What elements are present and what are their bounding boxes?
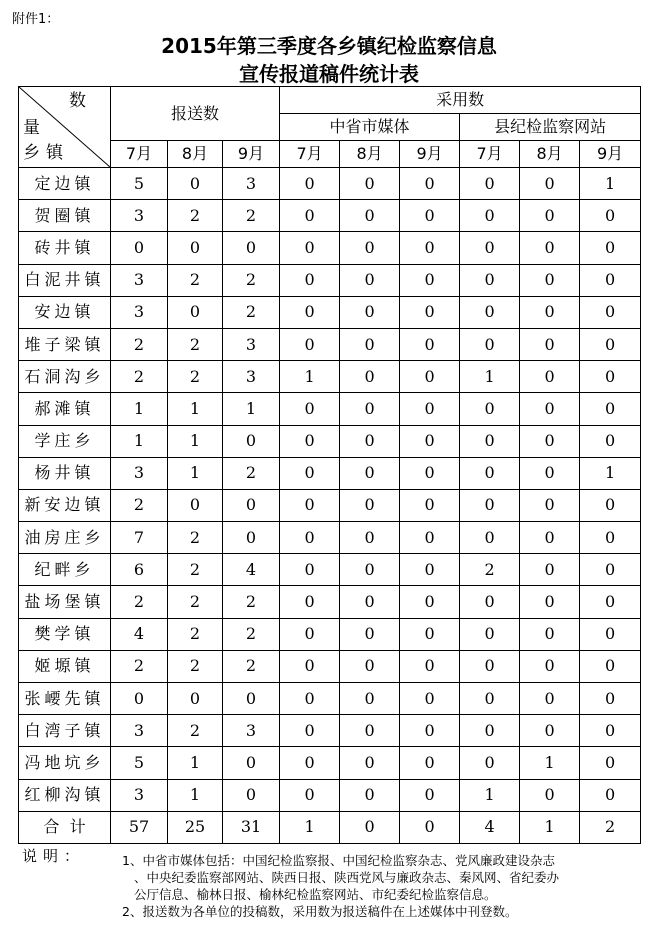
table-row <box>19 425 641 457</box>
value-cell: 0 <box>340 554 400 586</box>
month-header: 8月 <box>340 141 400 168</box>
town-name: 学庄乡 <box>19 425 111 457</box>
value-cell: 0 <box>340 361 400 393</box>
value-cell: 0 <box>580 715 641 747</box>
value-cell: 0 <box>460 425 520 457</box>
value-cell: 0 <box>580 618 641 650</box>
town-name: 贺圈镇 <box>19 200 111 232</box>
value-cell: 1 <box>580 457 641 489</box>
value-cell: 0 <box>223 747 280 779</box>
value-cell: 0 <box>580 586 641 618</box>
value-cell: 0 <box>280 328 340 360</box>
value-cell: 0 <box>280 779 340 811</box>
value-cell: 0 <box>340 425 400 457</box>
value-cell: 0 <box>280 425 340 457</box>
value-cell: 2 <box>111 650 168 682</box>
total-cell: 57 <box>111 811 168 843</box>
value-cell: 0 <box>400 328 460 360</box>
value-cell: 1 <box>111 393 168 425</box>
value-cell: 2 <box>223 650 280 682</box>
table-row <box>19 554 641 586</box>
value-cell: 0 <box>280 683 340 715</box>
value-cell: 0 <box>340 747 400 779</box>
town-name: 张崾先镇 <box>19 683 111 715</box>
table-row <box>19 296 641 328</box>
value-cell: 0 <box>168 489 223 521</box>
value-cell: 0 <box>223 683 280 715</box>
table-row <box>19 650 641 682</box>
value-cell: 6 <box>111 554 168 586</box>
value-cell: 0 <box>460 683 520 715</box>
media-county-header: 县纪检监察网站 <box>460 114 641 141</box>
town-name: 郝滩镇 <box>19 393 111 425</box>
value-cell: 0 <box>280 232 340 264</box>
table-row <box>19 200 641 232</box>
value-cell: 0 <box>223 425 280 457</box>
value-cell: 0 <box>400 522 460 554</box>
value-cell: 0 <box>460 264 520 296</box>
value-cell: 0 <box>520 457 580 489</box>
table-row <box>19 747 641 779</box>
value-cell: 0 <box>520 168 580 200</box>
value-cell: 0 <box>520 554 580 586</box>
value-cell: 0 <box>280 715 340 747</box>
value-cell: 0 <box>280 650 340 682</box>
value-cell: 0 <box>400 586 460 618</box>
table-row <box>19 361 641 393</box>
value-cell: 0 <box>580 328 641 360</box>
value-cell: 0 <box>280 264 340 296</box>
town-name: 堆子梁镇 <box>19 328 111 360</box>
value-cell: 3 <box>223 715 280 747</box>
town-name: 新安边镇 <box>19 489 111 521</box>
note-line: 、中央纪委监察部网站、陕西日报、陕西党风与廉政杂志、秦风网、省纪委办 <box>134 870 560 885</box>
value-cell: 0 <box>340 586 400 618</box>
value-cell: 0 <box>580 232 641 264</box>
value-cell: 0 <box>460 393 520 425</box>
town-name: 砖井镇 <box>19 232 111 264</box>
value-cell: 2 <box>111 361 168 393</box>
value-cell: 7 <box>111 522 168 554</box>
value-cell: 0 <box>400 393 460 425</box>
value-cell: 0 <box>280 393 340 425</box>
value-cell: 0 <box>580 683 641 715</box>
value-cell: 0 <box>340 715 400 747</box>
page-subtitle: 宣传报道稿件统计表 <box>239 62 419 86</box>
table-row <box>19 489 641 521</box>
value-cell: 1 <box>280 361 340 393</box>
value-cell: 0 <box>400 200 460 232</box>
value-cell: 0 <box>520 200 580 232</box>
value-cell: 0 <box>460 328 520 360</box>
value-cell: 0 <box>460 650 520 682</box>
value-cell: 0 <box>400 618 460 650</box>
value-cell: 2 <box>223 457 280 489</box>
value-cell: 0 <box>520 361 580 393</box>
value-cell: 0 <box>520 425 580 457</box>
corner-header-cell <box>19 87 111 168</box>
value-cell: 0 <box>460 586 520 618</box>
value-cell: 0 <box>280 586 340 618</box>
total-cell: 4 <box>460 811 520 843</box>
value-cell: 1 <box>223 393 280 425</box>
value-cell: 0 <box>460 232 520 264</box>
value-cell: 0 <box>400 457 460 489</box>
value-cell: 3 <box>111 200 168 232</box>
table-row <box>19 232 641 264</box>
value-cell: 0 <box>280 554 340 586</box>
value-cell: 1 <box>168 747 223 779</box>
town-name: 盐场堡镇 <box>19 586 111 618</box>
value-cell: 0 <box>520 650 580 682</box>
value-cell: 0 <box>280 522 340 554</box>
value-cell: 0 <box>580 489 641 521</box>
submitted-header: 报送数 <box>111 87 280 141</box>
total-cell: 31 <box>223 811 280 843</box>
notes-body <box>122 852 658 920</box>
value-cell: 0 <box>400 779 460 811</box>
value-cell: 0 <box>340 264 400 296</box>
value-cell: 0 <box>340 393 400 425</box>
value-cell: 0 <box>520 683 580 715</box>
value-cell: 0 <box>580 264 641 296</box>
statistics-table <box>18 86 641 844</box>
value-cell: 0 <box>340 618 400 650</box>
note-line: 公厅信息、榆林日报、榆林纪检监察网站、市纪委纪检监察信息。 <box>134 887 497 902</box>
value-cell: 1 <box>168 425 223 457</box>
total-cell: 1 <box>520 811 580 843</box>
value-cell: 4 <box>223 554 280 586</box>
value-cell: 1 <box>111 425 168 457</box>
value-cell: 0 <box>520 618 580 650</box>
value-cell: 0 <box>340 683 400 715</box>
value-cell: 0 <box>520 586 580 618</box>
value-cell: 0 <box>111 232 168 264</box>
value-cell: 0 <box>340 457 400 489</box>
value-cell: 0 <box>400 361 460 393</box>
value-cell: 3 <box>111 296 168 328</box>
value-cell: 0 <box>280 618 340 650</box>
value-cell: 0 <box>520 715 580 747</box>
town-name: 定边镇 <box>19 168 111 200</box>
value-cell: 0 <box>400 232 460 264</box>
value-cell: 0 <box>580 779 641 811</box>
value-cell: 0 <box>580 296 641 328</box>
value-cell: 0 <box>400 296 460 328</box>
value-cell: 0 <box>168 168 223 200</box>
value-cell: 2 <box>111 328 168 360</box>
value-cell: 3 <box>111 779 168 811</box>
value-cell: 2 <box>460 554 520 586</box>
value-cell: 0 <box>580 393 641 425</box>
note-line: 1、中省市媒体包括：中国纪检监察报、中国纪检监察杂志、党风廉政建设杂志 <box>122 853 555 868</box>
value-cell: 0 <box>400 683 460 715</box>
value-cell: 0 <box>400 168 460 200</box>
town-name: 姬塬镇 <box>19 650 111 682</box>
value-cell: 0 <box>460 747 520 779</box>
table-row <box>19 168 641 200</box>
value-cell: 0 <box>460 618 520 650</box>
value-cell: 0 <box>460 296 520 328</box>
value-cell: 0 <box>520 522 580 554</box>
value-cell: 2 <box>111 586 168 618</box>
month-header: 8月 <box>520 141 580 168</box>
value-cell: 2 <box>168 328 223 360</box>
town-name: 石洞沟乡 <box>19 361 111 393</box>
value-cell: 0 <box>520 232 580 264</box>
value-cell: 0 <box>580 522 641 554</box>
value-cell: 0 <box>400 264 460 296</box>
value-cell: 1 <box>580 168 641 200</box>
value-cell: 0 <box>280 168 340 200</box>
value-cell: 0 <box>223 779 280 811</box>
value-cell: 0 <box>340 296 400 328</box>
value-cell: 0 <box>460 489 520 521</box>
value-cell: 4 <box>111 618 168 650</box>
value-cell: 5 <box>111 747 168 779</box>
value-cell: 2 <box>168 361 223 393</box>
corner-label-amount: 量 <box>23 118 40 138</box>
value-cell: 2 <box>223 200 280 232</box>
note-line: 2、报送数为各单位的投稿数，采用数为报送稿件在上述媒体中刊登数。 <box>122 904 518 919</box>
town-name: 安边镇 <box>19 296 111 328</box>
value-cell: 0 <box>580 425 641 457</box>
town-name: 纪畔乡 <box>19 554 111 586</box>
value-cell: 3 <box>111 264 168 296</box>
total-cell: 0 <box>340 811 400 843</box>
value-cell: 3 <box>111 715 168 747</box>
town-name: 油房庄乡 <box>19 522 111 554</box>
value-cell: 2 <box>223 618 280 650</box>
value-cell: 0 <box>340 168 400 200</box>
total-row <box>19 811 641 843</box>
value-cell: 2 <box>223 264 280 296</box>
notes-label: 说明： <box>22 847 86 865</box>
value-cell: 0 <box>168 683 223 715</box>
value-cell: 0 <box>520 264 580 296</box>
value-cell: 0 <box>340 232 400 264</box>
page-title: 2015年第三季度各乡镇纪检监察信息 <box>161 34 497 58</box>
total-cell: 2 <box>580 811 641 843</box>
value-cell: 0 <box>340 489 400 521</box>
value-cell: 0 <box>280 296 340 328</box>
value-cell: 2 <box>168 715 223 747</box>
value-cell: 0 <box>340 522 400 554</box>
table-row <box>19 586 641 618</box>
value-cell: 0 <box>400 425 460 457</box>
value-cell: 0 <box>280 200 340 232</box>
town-name: 杨井镇 <box>19 457 111 489</box>
value-cell: 2 <box>168 264 223 296</box>
value-cell: 0 <box>460 522 520 554</box>
table-row <box>19 522 641 554</box>
month-header: 8月 <box>168 141 223 168</box>
value-cell: 2 <box>111 489 168 521</box>
value-cell: 0 <box>520 328 580 360</box>
value-cell: 2 <box>223 296 280 328</box>
value-cell: 0 <box>280 489 340 521</box>
value-cell: 0 <box>111 683 168 715</box>
attachment-label: 附件1： <box>12 12 60 27</box>
value-cell: 0 <box>520 489 580 521</box>
value-cell: 0 <box>280 747 340 779</box>
value-cell: 0 <box>460 457 520 489</box>
value-cell: 0 <box>340 650 400 682</box>
value-cell: 1 <box>520 747 580 779</box>
value-cell: 0 <box>223 232 280 264</box>
value-cell: 0 <box>223 489 280 521</box>
value-cell: 0 <box>400 747 460 779</box>
value-cell: 0 <box>280 457 340 489</box>
value-cell: 0 <box>580 361 641 393</box>
month-header: 7月 <box>111 141 168 168</box>
table-row <box>19 683 641 715</box>
value-cell: 0 <box>400 715 460 747</box>
table-row <box>19 779 641 811</box>
value-cell: 5 <box>111 168 168 200</box>
value-cell: 0 <box>520 393 580 425</box>
value-cell: 2 <box>168 200 223 232</box>
value-cell: 0 <box>520 779 580 811</box>
value-cell: 0 <box>580 747 641 779</box>
town-name: 白泥井镇 <box>19 264 111 296</box>
value-cell: 1 <box>460 361 520 393</box>
value-cell: 2 <box>168 650 223 682</box>
value-cell: 0 <box>168 296 223 328</box>
value-cell: 0 <box>580 650 641 682</box>
value-cell: 3 <box>223 168 280 200</box>
table-row <box>19 328 641 360</box>
value-cell: 2 <box>223 586 280 618</box>
value-cell: 2 <box>168 522 223 554</box>
value-cell: 2 <box>168 586 223 618</box>
month-header: 9月 <box>223 141 280 168</box>
total-cell: 0 <box>400 811 460 843</box>
value-cell: 0 <box>340 200 400 232</box>
value-cell: 0 <box>460 715 520 747</box>
month-header: 9月 <box>580 141 641 168</box>
value-cell: 0 <box>340 779 400 811</box>
value-cell: 0 <box>400 489 460 521</box>
value-cell: 3 <box>111 457 168 489</box>
value-cell: 0 <box>520 296 580 328</box>
adopted-header: 采用数 <box>280 87 641 114</box>
town-name: 红柳沟镇 <box>19 779 111 811</box>
table-row <box>19 264 641 296</box>
value-cell: 0 <box>400 650 460 682</box>
value-cell: 3 <box>223 328 280 360</box>
total-label: 合 计 <box>19 811 111 843</box>
table-row <box>19 618 641 650</box>
month-header: 7月 <box>280 141 340 168</box>
month-header: 7月 <box>460 141 520 168</box>
media-mid-header: 中省市媒体 <box>280 114 460 141</box>
value-cell: 2 <box>168 618 223 650</box>
value-cell: 1 <box>168 457 223 489</box>
value-cell: 0 <box>580 554 641 586</box>
month-header: 9月 <box>400 141 460 168</box>
table-row <box>19 715 641 747</box>
value-cell: 0 <box>460 200 520 232</box>
value-cell: 3 <box>223 361 280 393</box>
total-cell: 25 <box>168 811 223 843</box>
value-cell: 0 <box>460 168 520 200</box>
town-name: 冯地坑乡 <box>19 747 111 779</box>
value-cell: 0 <box>168 232 223 264</box>
town-name: 白湾子镇 <box>19 715 111 747</box>
value-cell: 0 <box>580 200 641 232</box>
value-cell: 1 <box>460 779 520 811</box>
town-name: 樊学镇 <box>19 618 111 650</box>
value-cell: 2 <box>168 554 223 586</box>
total-cell: 1 <box>280 811 340 843</box>
table-row <box>19 457 641 489</box>
value-cell: 1 <box>168 393 223 425</box>
corner-label-count: 数 <box>69 91 86 111</box>
value-cell: 0 <box>223 522 280 554</box>
value-cell: 1 <box>168 779 223 811</box>
table-row <box>19 393 641 425</box>
value-cell: 0 <box>400 554 460 586</box>
value-cell: 0 <box>340 328 400 360</box>
corner-label-town: 乡镇 <box>23 143 69 163</box>
